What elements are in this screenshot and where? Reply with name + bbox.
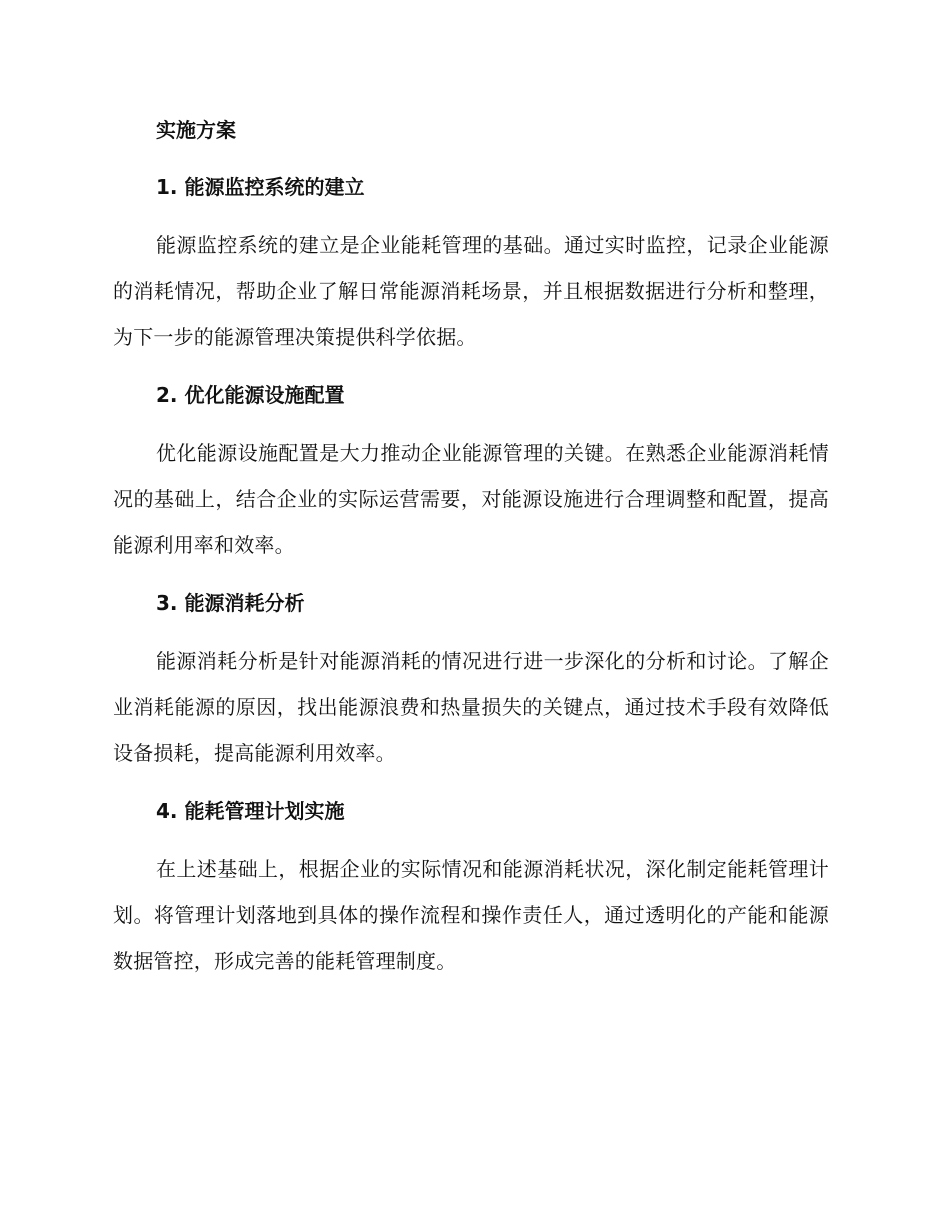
section-paragraph: 能源监控系统的建立是企业能耗管理的基础。通过实时监控，记录企业能源的消耗情况，帮助企业了解日常能源消耗场景，并且根据数据进行分析和整理，为下一步的能源管理决策提供科学依据。 bbox=[113, 233, 829, 349]
section-heading: 2. 优化能源设施配置 bbox=[156, 383, 345, 407]
section-heading: 1. 能源监控系统的建立 bbox=[156, 175, 365, 199]
section-2 bbox=[113, 373, 829, 568]
section-paragraph: 能源消耗分析是针对能源消耗的情况进行进一步深化的分析和讨论。了解企业消耗能源的原因，找出能源浪费和热量损失的关键点，通过技术手段有效降低设备损耗，提高能源利用效率。 bbox=[113, 649, 829, 765]
section-heading: 4. 能耗管理计划实施 bbox=[156, 799, 345, 823]
section-paragraph: 优化能源设施配置是大力推动企业能源管理的关键。在熟悉企业能源消耗情况的基础上，结合企业的实际运营需要，对能源设施进行合理调整和配置，提高能源利用率和效率。 bbox=[113, 441, 829, 557]
section-paragraph: 在上述基础上，根据企业的实际情况和能源消耗状况，深化制定能耗管理计划。将管理计划落地到具体的操作流程和操作责任人，通过透明化的产能和能源数据管控，形成完善的能耗管理制度。 bbox=[113, 857, 829, 973]
section-4 bbox=[113, 789, 829, 984]
section-heading: 3. 能源消耗分析 bbox=[156, 591, 305, 615]
document-title: 实施方案 bbox=[156, 118, 236, 142]
section-3 bbox=[113, 581, 829, 776]
section-1 bbox=[113, 165, 829, 360]
document-content bbox=[113, 108, 829, 984]
